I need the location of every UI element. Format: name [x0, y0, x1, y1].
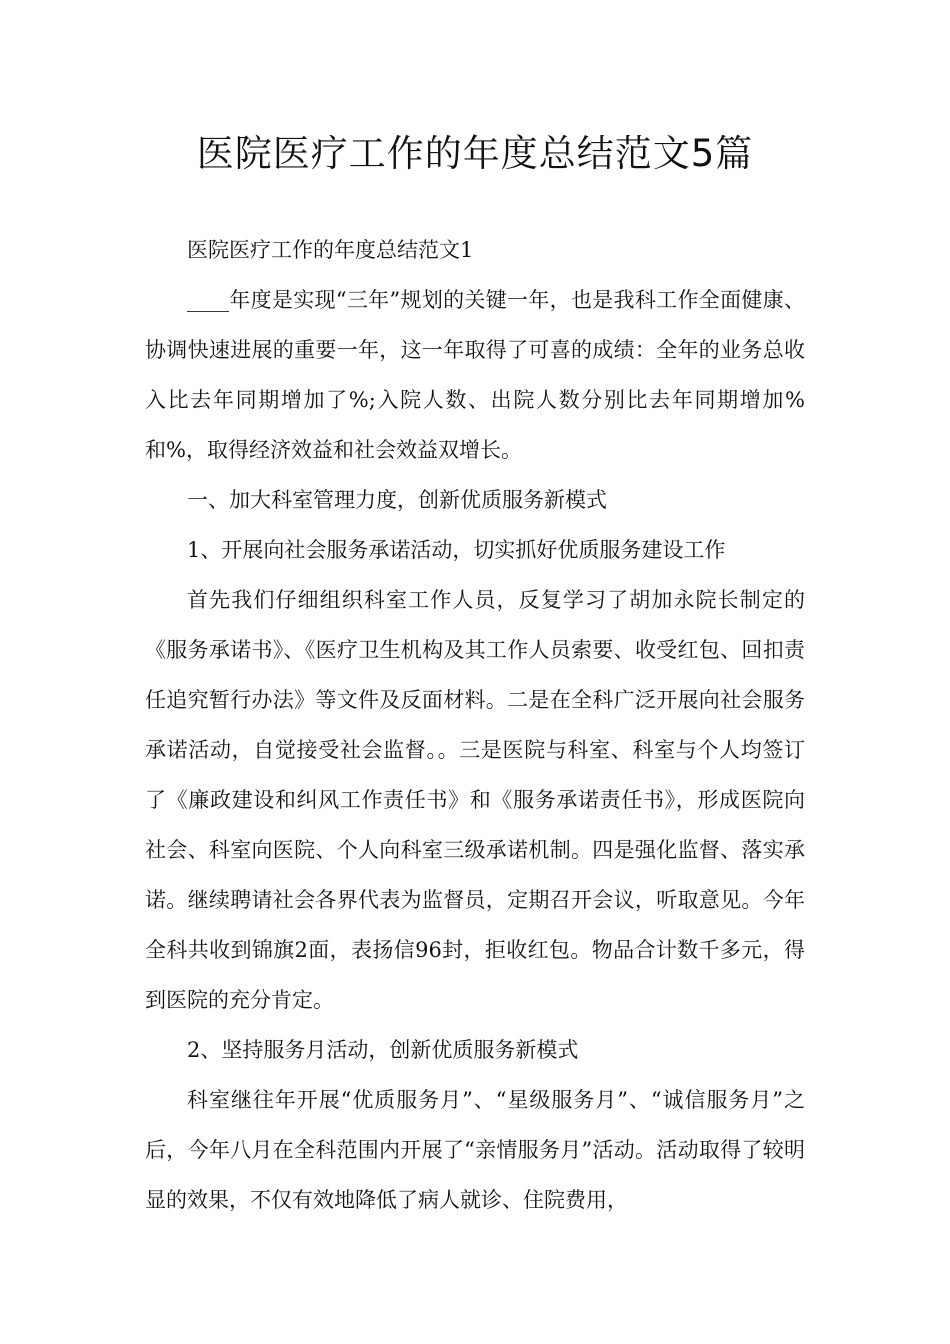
document-title: 医院医疗工作的年度总结范文5篇	[196, 132, 754, 175]
paragraph-service-commitment: 首先我们仔细组织科室工作人员，反复学习了胡加永院长制定的《服务承诺书》、《医疗卫生机构及其工作人员索要、收受红包、回扣责任追究暂行办法》等文件及反面材料。二是在全科广泛开展向社会服务承诺活动，自觉接受社会监督。。三是医院与科室、科室与个人均签订了《廉政建设和纠风工作责任书》和《服务承诺责任书》，形成医院向社会、科室向医院、个人向科室三级承诺机制。四是强化监督、落实承诺。继续聘请社会各界代表为监督员，定期召开会议，听取意见。今年全科共收到锦旗2面，表扬信96封，拒收红包。物品合计数千多元，得到医院的充分肯定。	[145, 588, 805, 1012]
subsection-heading-1-1: 1、开展向社会服务承诺活动，切实抓好优质服务建设工作	[187, 538, 726, 562]
document-body	[145, 225, 805, 1225]
paragraph-intro: ____年度是实现“三年”规划的关键一年，也是我科工作全面健康、协调快速进展的重要一年，这一年取得了可喜的成绩：全年的业务总收入比去年同期增加了%;入院人数、出院人数分别比去年同期增加%和%，取得经济效益和社会效益双增长。	[145, 288, 805, 462]
section-heading-article-1: 医院医疗工作的年度总结范文1	[187, 238, 474, 262]
section-heading-1: 一、加大科室管理力度，创新优质服务新模式	[187, 488, 607, 512]
subsection-heading-1-2: 2、坚持服务月活动，创新优质服务新模式	[187, 1038, 579, 1062]
paragraph-service-month: 科室继往年开展“优质服务月”、“星级服务月”、“诚信服务月”之后，今年八月在全科范围内开展了“亲情服务月”活动。活动取得了较明显的效果，不仅有效地降低了病人就诊、住院费用，	[145, 1088, 805, 1212]
